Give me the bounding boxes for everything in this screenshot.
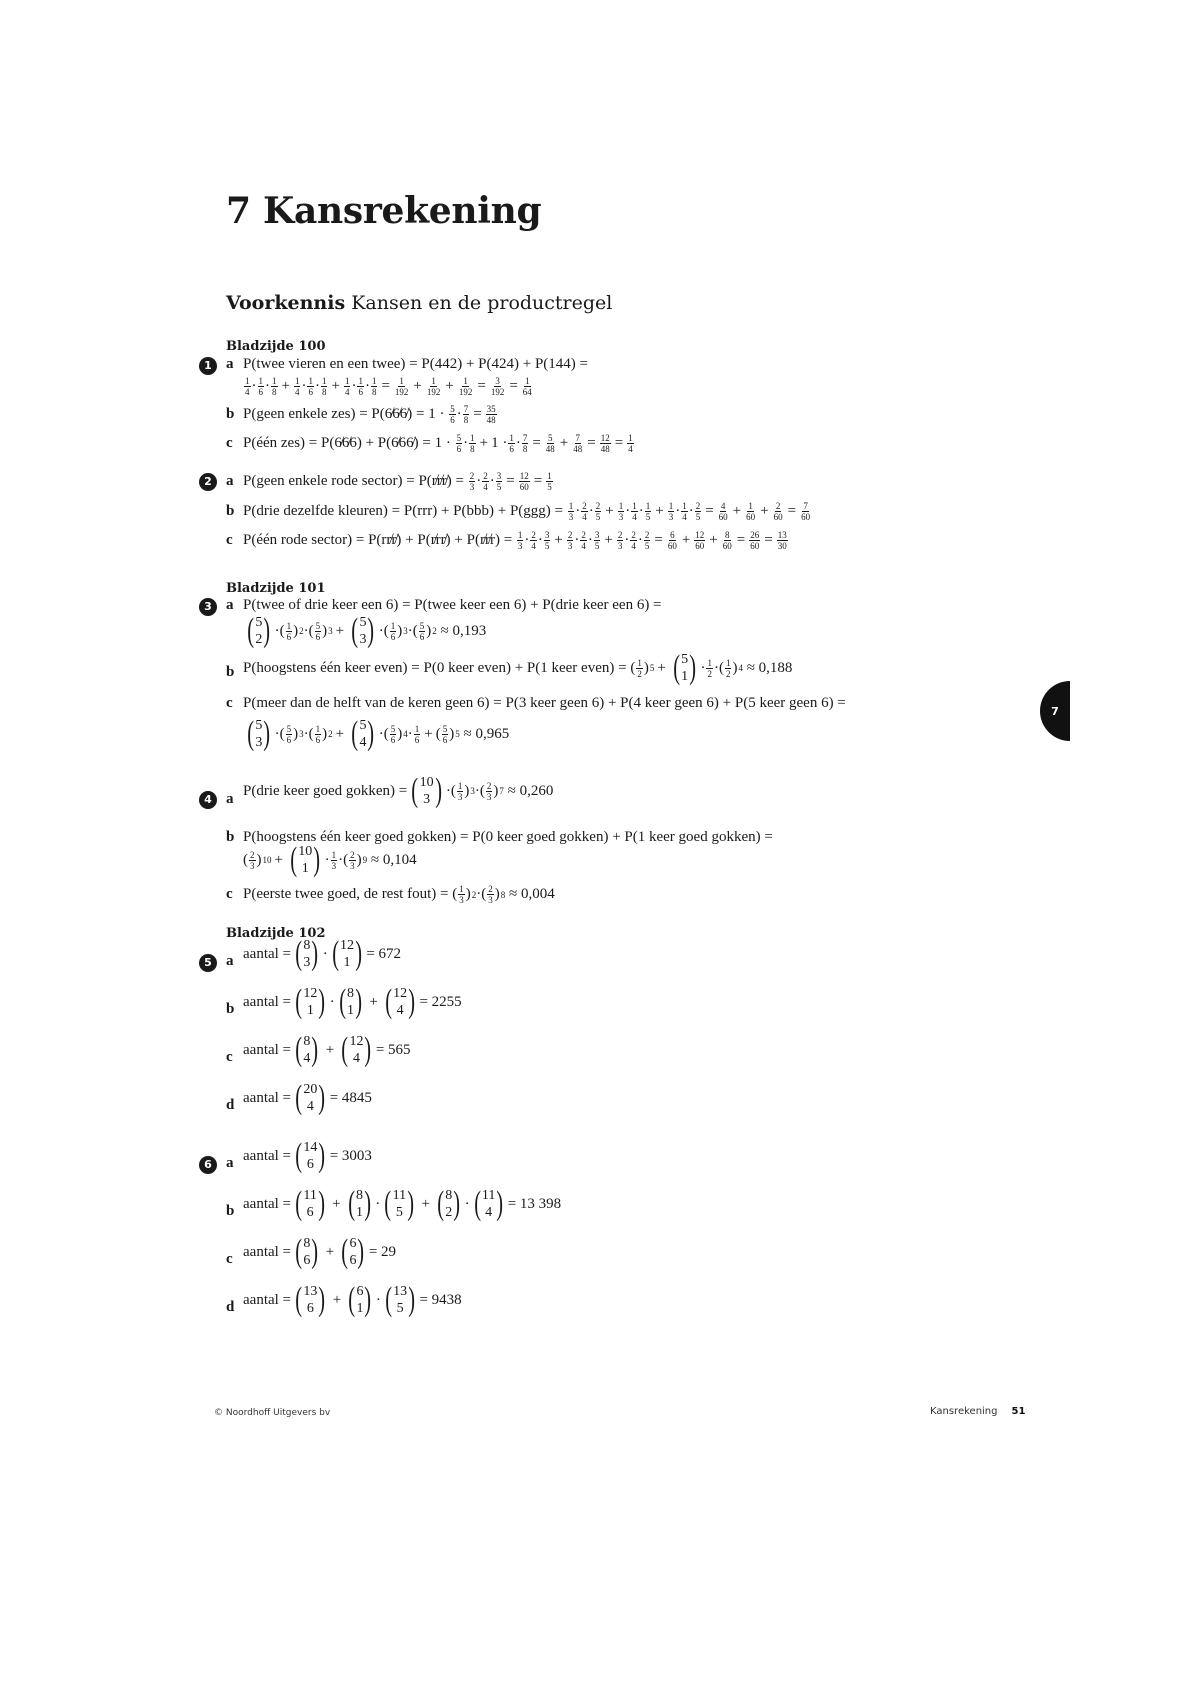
part-label-2b: b	[226, 503, 235, 519]
answer-2b: P(drie dezelfde kleuren) = P(rrr) + P(bbb) + P(ggg) = $\frac{1}{3}$ · $\frac{2}{4}$ · $\frac{2}{5}$ + $\frac{1}{3}$ · $\frac{1}{4}$ · $\frac{1}{5}$ + $\frac{1}{3}$ · $\frac{1}{4}$ · $\frac{2}{5}$ = $\frac{4}{60}$ + $\frac{1}{60}$ + $\frac{2}{60}$ = $\frac{7}{60}$	[243, 501, 811, 522]
exercise-number-1: 1	[199, 357, 217, 375]
answer-5b-label: aantal =	[243, 993, 292, 1010]
part-label-1a: a	[226, 356, 234, 372]
part-label-5c: c	[226, 1049, 233, 1065]
part-label-3a: a	[226, 597, 234, 613]
answer-6a-result: = 3003	[329, 1147, 372, 1164]
answer-2c-text: P(één rode sector) = P(rr̸r̸) + P(r̸rr̸) + P(r̸r̸r) =	[243, 532, 513, 548]
section-title	[226, 292, 612, 314]
exercise-number-4: 4	[199, 791, 217, 809]
answer-6b: aantal = ( 11 6 ) + ( 8 1 ) · ( 11 5 ) + ( 8 2 ) · ( 11 4 ) = 13 398	[243, 1185, 562, 1222]
answer-5d-result: = 4845	[329, 1089, 372, 1106]
page-label-101: Bladzijde 101	[226, 581, 326, 596]
answer-1a-calc: $\frac{1}{4}$ · $\frac{1}{6}$ · $\frac{1}{8}$ + $\frac{1}{4}$ · $\frac{1}{6}$ · $\frac{1}{8}$ + $\frac{1}{4}$ · $\frac{1}{6}$ · $\frac{1}{8}$ = $\frac{1}{192}$ + $\frac{1}{192}$ + $\frac{1}{192}$ = $\frac{3}{192}$ = $\frac{1}{64}$	[245, 376, 532, 397]
footer-chapter: Kansrekening	[930, 1406, 998, 1417]
answer-4b-result: ≈ 0,104	[370, 851, 417, 868]
answer-2c: P(één rode sector) = P(rr̸r̸) + P(r̸rr̸) + P(r̸r̸r) = $\frac{1}{3}$ · $\frac{2}{4}$ · $\frac{3}{5}$ + $\frac{2}{3}$ · $\frac{2}{4}$ · $\frac{3}{5}$ + $\frac{2}{3}$ · $\frac{2}{4}$ · $\frac{2}{5}$ = $\frac{6}{60}$ + $\frac{12}{60}$ + $\frac{8}{60}$ = $\frac{26}{60}$ = $\frac{13}{30}$	[243, 530, 787, 551]
answer-5b: aantal = ( 12 1 ) · ( 8 1 ) + ( 12 4 ) = 2255	[243, 983, 462, 1020]
answer-1c-text: P(één zes) = P(6̸6̸6) + P(6̸66̸) = 1 ·	[243, 435, 451, 451]
part-label-3b: b	[226, 664, 235, 680]
answer-1b: P(geen enkele zes) = P(6̸6̸6̸) = 1 · $\frac{5}{6}$ · $\frac{7}{8}$ = $\frac{35}{48}$	[243, 404, 496, 425]
exercise-number-5: 5	[199, 954, 217, 972]
answer-5b-result: = 2255	[419, 993, 462, 1010]
answer-5a-result: = 672	[366, 945, 402, 962]
exercise-number-2: 2	[199, 473, 217, 491]
answer-3c-result: ≈ 0,965	[463, 725, 510, 742]
answer-2a-text: P(geen enkele rode sector) = P(r̸r̸r̸) =	[243, 473, 464, 489]
answer-3c-calc: ( 5 3 ) ·( $\frac{5}{6}$ ) 3 ·( $\frac{1}{6}$ ) 2 + ( 5 4 ) ·( $\frac{5}{6}$ ) 4 · $\frac{1}{6}$ + ( $\frac{5}{6}$ ) 5 ≈ 0,965	[247, 715, 510, 752]
answer-3a-result: ≈ 0,193	[440, 622, 487, 639]
answer-4a: P(drie keer goed gokken) = ( 10 3 ) ·( $\frac{1}{3}$ ) 3 ·( $\frac{2}{3}$ ) 7 ≈ 0,260	[243, 772, 554, 809]
answer-5a-label: aantal =	[243, 945, 292, 962]
answer-5d-label: aantal =	[243, 1089, 292, 1106]
answer-6c: aantal = ( 8 6 ) + ( 6 6 ) = 29	[243, 1233, 397, 1270]
answer-5c-result: = 565	[375, 1041, 411, 1058]
answer-4a-result: ≈ 0,260	[507, 782, 554, 799]
answer-2a: P(geen enkele rode sector) = P(r̸r̸r̸) = $\frac{2}{3}$ · $\frac{2}{4}$ · $\frac{3}{5}$ = $\frac{12}{60}$ = $\frac{1}{5}$	[243, 471, 552, 492]
answer-4b-calc: ( $\frac{2}{3}$ ) 10 + ( 10 1 ) · $\frac{1}{3}$ ·( $\frac{2}{3}$ ) 9 ≈ 0,104	[243, 841, 417, 878]
part-label-6a: a	[226, 1155, 234, 1171]
part-label-6c: c	[226, 1251, 233, 1267]
exercise-number-6: 6	[199, 1156, 217, 1174]
answer-4b-text: P(hoogstens één keer goed gokken) = P(0 keer goed gokken) + P(1 keer goed gokken) =	[243, 829, 773, 845]
part-label-2c: c	[226, 532, 233, 548]
section-title-bold: Voorkennis	[226, 292, 346, 314]
footer-page-number: 51	[1011, 1406, 1026, 1417]
answer-3a-calc: ( 5 2 ) ·( $\frac{1}{6}$ ) 2 ·( $\frac{5}{6}$ ) 3 + ( 5 3 ) ·( $\frac{1}{6}$ ) 3 ·( $\frac{5}{6}$ ) 2 ≈ 0,193	[247, 612, 487, 649]
answer-1c: P(één zes) = P(6̸6̸6) + P(6̸66̸) = 1 · $\frac{5}{6}$ · $\frac{1}{8}$ + 1 · $\frac{1}{6}$ · $\frac{7}{8}$ = $\frac{5}{48}$ + $\frac{7}{48}$ = $\frac{12}{48}$ = $\frac{1}{4}$	[243, 433, 633, 454]
part-label-4a: a	[226, 791, 234, 807]
answer-4a-text: P(drie keer goed gokken) =	[243, 782, 408, 799]
part-label-5b: b	[226, 1001, 235, 1017]
part-label-6b: b	[226, 1203, 235, 1219]
part-label-1c: c	[226, 435, 233, 451]
answer-3a-text: P(twee of drie keer een 6) = P(twee keer een 6) + P(drie keer een 6) =	[243, 597, 662, 613]
answer-5c: aantal = ( 8 4 ) + ( 12 4 ) = 565	[243, 1031, 411, 1068]
answer-6a-label: aantal =	[243, 1147, 292, 1164]
answer-3b-text: P(hoogstens één keer even) = P(0 keer even) + P(1 keer even) =	[243, 659, 627, 676]
answer-3b-result: ≈ 0,188	[746, 659, 793, 676]
answer-6a: aantal = ( 14 6 ) = 3003	[243, 1137, 372, 1174]
answer-4c-text: P(eerste twee goed, de rest fout) =	[243, 886, 449, 902]
answer-1b-text: P(geen enkele zes) = P(6̸6̸6̸) = 1 ·	[243, 406, 445, 422]
chapter-title: 7 Kansrekening	[226, 190, 542, 232]
chapter-tab: 7	[1040, 681, 1070, 741]
part-label-2a: a	[226, 473, 234, 489]
answer-6c-label: aantal =	[243, 1243, 292, 1260]
section-title-rest: Kansen en de productregel	[345, 292, 613, 314]
page-label-102: Bladzijde 102	[226, 926, 326, 941]
answer-6b-result: = 13 398	[507, 1195, 562, 1212]
answer-2b-text: P(drie dezelfde kleuren) = P(rrr) + P(bbb) + P(ggg) =	[243, 503, 563, 519]
answer-3b: P(hoogstens één keer even) = P(0 keer even) + P(1 keer even) = ( $\frac{1}{2}$ ) 5 + ( 5 1 ) · $\frac{1}{2}$ ·( $\frac{1}{2}$ ) 4 ≈ 0,188	[243, 649, 793, 686]
answer-4c: P(eerste twee goed, de rest fout) = ( $\frac{1}{3}$ ) 2 ·( $\frac{2}{3}$ ) 8 ≈ 0,004	[243, 884, 555, 905]
answer-5a: aantal = ( 8 3 ) · ( 12 1 ) = 672	[243, 935, 402, 972]
answer-4c-result: ≈ 0,004	[508, 886, 555, 902]
part-label-6d: d	[226, 1299, 235, 1315]
answer-1a-text: P(twee vieren en een twee) = P(442) + P(424) + P(144) =	[243, 356, 588, 372]
part-label-1b: b	[226, 406, 235, 422]
answer-6b-label: aantal =	[243, 1195, 292, 1212]
part-label-4c: c	[226, 886, 233, 902]
answer-6d-result: = 9438	[419, 1291, 462, 1308]
footer-page-info	[930, 1406, 1025, 1417]
part-label-5d: d	[226, 1097, 235, 1113]
page-label-100: Bladzijde 100	[226, 339, 326, 354]
footer-copyright: © Noordhoff Uitgevers bv	[214, 1408, 331, 1418]
answer-6d-label: aantal =	[243, 1291, 292, 1308]
answer-5d: aantal = ( 20 4 ) = 4845	[243, 1079, 372, 1116]
part-label-3c: c	[226, 695, 233, 711]
exercise-number-3: 3	[199, 598, 217, 616]
answer-6d: aantal = ( 13 6 ) + ( 6 1 ) · ( 13 5 ) = 9438	[243, 1281, 462, 1318]
part-label-4b: b	[226, 829, 235, 845]
answer-3c-text: P(meer dan de helft van de keren geen 6) = P(3 keer geen 6) + P(4 keer geen 6) + P(5 keer geen 6) =	[243, 695, 846, 711]
answer-6c-result: = 29	[368, 1243, 397, 1260]
answer-5c-label: aantal =	[243, 1041, 292, 1058]
part-label-5a: a	[226, 953, 234, 969]
